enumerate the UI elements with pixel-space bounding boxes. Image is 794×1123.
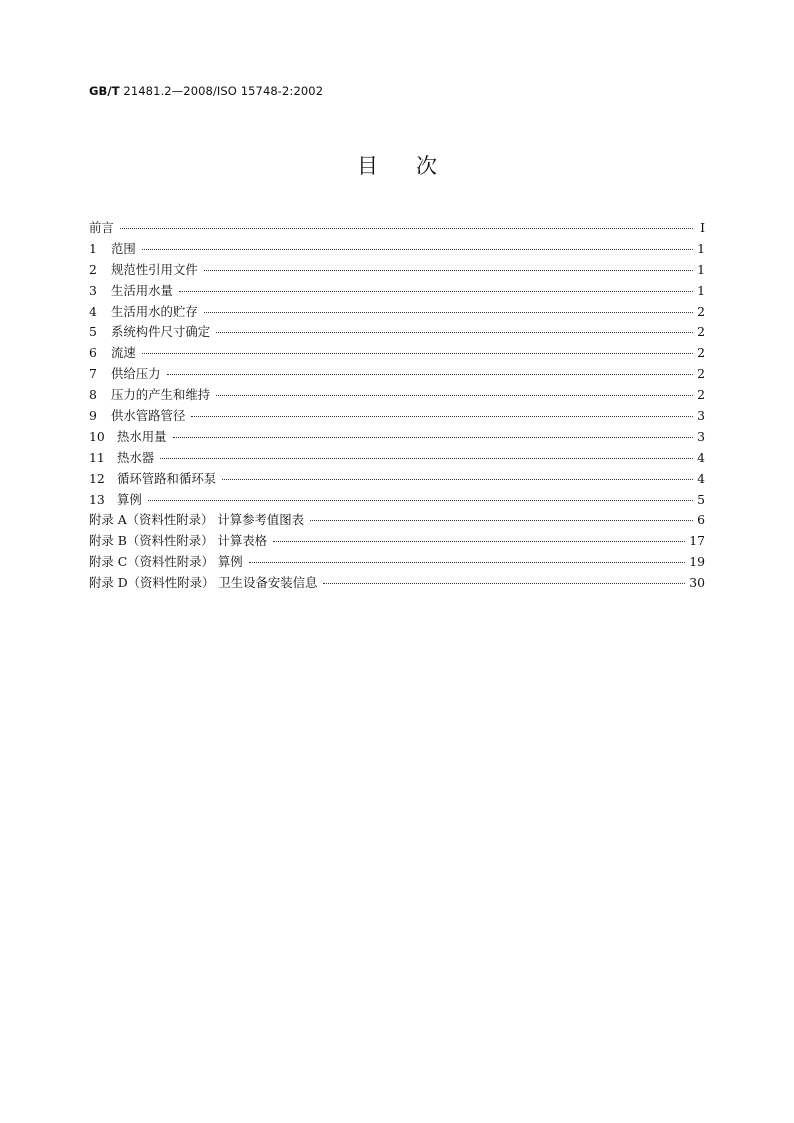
- toc-entry-page: I: [700, 220, 705, 235]
- toc-entry-number: 4: [89, 303, 97, 319]
- toc-entry-page: 3: [697, 428, 705, 444]
- toc-entry-label: 循环管路和循环泵: [117, 470, 217, 486]
- toc-entry-number: 5: [89, 324, 97, 340]
- toc-entry-number: 3: [89, 282, 97, 298]
- toc-entry-page: 19: [689, 554, 705, 570]
- toc-entry-number: 9: [89, 408, 97, 424]
- toc-entry-page: 4: [697, 470, 705, 486]
- toc-entry[interactable]: [89, 531, 705, 552]
- toc-entry-label: 算例: [117, 491, 142, 507]
- toc-entry[interactable]: [89, 448, 705, 469]
- toc-entry-number: 6: [89, 345, 97, 361]
- dot-leader: [216, 395, 693, 396]
- toc-entry[interactable]: [89, 552, 705, 573]
- dot-leader: [249, 562, 686, 563]
- dot-leader: [222, 479, 693, 480]
- toc-entry[interactable]: [89, 573, 705, 594]
- dot-leader: [142, 249, 693, 250]
- toc-entry-page: 2: [697, 387, 705, 403]
- toc-entry-label: 流速: [111, 345, 136, 361]
- dot-leader: [148, 500, 693, 501]
- toc-entry-number: 2: [89, 261, 97, 277]
- toc-entry[interactable]: [89, 469, 705, 490]
- toc-entry-number: 7: [89, 366, 97, 382]
- toc-entry-page: 5: [697, 491, 705, 507]
- toc-entry[interactable]: [89, 406, 705, 427]
- page-title: 目次: [357, 154, 475, 178]
- toc-entry-page: 6: [697, 512, 705, 528]
- toc-entry-label: 供给压力: [111, 366, 161, 382]
- dot-leader: [120, 228, 693, 229]
- dot-leader: [179, 291, 693, 292]
- toc-entry-page: 2: [697, 324, 705, 340]
- toc-entry-label: 生活用水量: [111, 282, 173, 298]
- dot-leader: [167, 374, 693, 375]
- toc-entry-number: 12: [89, 470, 105, 486]
- toc-entry-label: 附录 C（资料性附录） 算例: [89, 554, 243, 570]
- toc-entry[interactable]: [89, 385, 705, 406]
- toc-entry-page: 2: [697, 345, 705, 361]
- toc-entry-label: 前言: [89, 220, 114, 235]
- toc-entry[interactable]: [89, 364, 705, 385]
- toc-entry-label: 附录 D（资料性附录） 卫生设备安装信息: [89, 575, 318, 591]
- dot-leader: [142, 353, 693, 354]
- dot-leader: [204, 312, 693, 313]
- toc-entry[interactable]: [89, 322, 705, 343]
- toc-entry[interactable]: [89, 260, 705, 281]
- dot-leader: [310, 520, 693, 521]
- toc-entry-label: 附录 B（资料性附录） 计算表格: [89, 533, 268, 549]
- toc-entry[interactable]: [89, 239, 705, 260]
- document-header: [89, 84, 323, 98]
- toc-entry-page: 4: [697, 449, 705, 465]
- toc-entry-page: 30: [689, 575, 705, 591]
- dot-leader: [273, 541, 685, 542]
- toc-entry-page: 3: [697, 408, 705, 424]
- toc-entry-number: 11: [89, 449, 105, 465]
- toc-entry-page: 1: [697, 282, 705, 298]
- toc-entry-page: 2: [697, 366, 705, 382]
- toc-entry-label: 供水管路管径: [111, 408, 186, 424]
- toc-entry[interactable]: [89, 510, 705, 531]
- table-of-contents: [89, 218, 705, 594]
- toc-entry[interactable]: [89, 343, 705, 364]
- toc-entry[interactable]: [89, 281, 705, 302]
- dot-leader: [323, 583, 685, 584]
- dot-leader: [216, 332, 693, 333]
- toc-entry-number: 1: [89, 240, 97, 256]
- dot-leader: [160, 458, 693, 459]
- toc-entry-label: 热水用量: [117, 428, 167, 444]
- toc-entry[interactable]: [89, 218, 705, 239]
- toc-entry[interactable]: [89, 490, 705, 511]
- dot-leader: [173, 437, 693, 438]
- toc-entry[interactable]: [89, 302, 705, 323]
- toc-entry-label: 热水器: [117, 449, 155, 465]
- dot-leader: [191, 416, 693, 417]
- toc-entry-number: 13: [89, 491, 105, 507]
- toc-entry-label: 规范性引用文件: [111, 261, 198, 277]
- toc-entry-page: 2: [697, 303, 705, 319]
- toc-entry-page: 1: [697, 261, 705, 277]
- toc-entry-label: 压力的产生和维持: [111, 387, 211, 403]
- toc-entry-label: 生活用水的贮存: [111, 303, 198, 319]
- toc-entry-number: 10: [89, 428, 105, 444]
- standard-code: GB/T: [89, 84, 120, 98]
- toc-entry-page: 17: [689, 533, 705, 549]
- toc-entry-number: 8: [89, 387, 97, 403]
- toc-entry-label: 范围: [111, 240, 136, 256]
- dot-leader: [204, 270, 693, 271]
- toc-entry-label: 附录 A（资料性附录） 计算参考值图表: [89, 512, 305, 528]
- toc-entry[interactable]: [89, 427, 705, 448]
- standard-number: 21481.2—2008/ISO 15748-2:2002: [123, 84, 324, 98]
- toc-entry-page: 1: [697, 240, 705, 256]
- toc-entry-label: 系统构件尺寸确定: [111, 324, 211, 340]
